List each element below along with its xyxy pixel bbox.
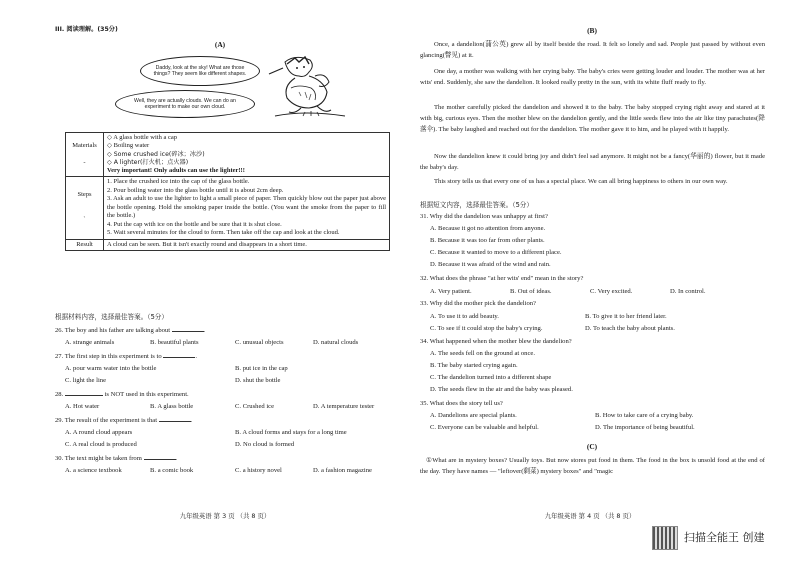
passage-c-label: (C) <box>586 442 598 451</box>
option[interactable]: B. A cloud forms and stays for a long time <box>235 429 347 436</box>
option[interactable]: D. shut the bottle <box>235 377 281 384</box>
option[interactable]: D. A temperature tester <box>313 403 375 410</box>
step-item: 4. Put the cap with ice on the bottle and be sure that it is shut close. <box>107 220 282 228</box>
materials-cell <box>104 133 390 177</box>
option[interactable]: A. A round cloud appears <box>65 429 133 436</box>
question-32: 32. What does the phrase "at her wits' end" mean in the story? <box>420 275 584 282</box>
option[interactable]: D. The importance of being beautiful. <box>595 424 695 431</box>
question-35: 35. What does the story tell us? <box>420 400 503 407</box>
result-label: Result <box>66 239 104 250</box>
steps-cell <box>104 177 390 239</box>
instruction-a: 根据材料内容，选择最佳答案。（5分） <box>55 313 168 321</box>
option[interactable]: C. light the line <box>65 377 107 384</box>
scanner-logo-icon <box>652 526 678 550</box>
passage-b-paragraph-4: Now the dandelion knew it could bring joy and didn't feel sad anymore. It might not be a fancy(华丽的) flower, but it made the baby's day. <box>420 153 765 171</box>
result-row <box>66 239 390 250</box>
passage-a-label: (A) <box>214 40 226 49</box>
passage-b-paragraph-5: This story tells us that every one of us has a special place. We can all bring happiness to others in our own way. <box>434 178 728 185</box>
option[interactable]: C. To see if it could stop the baby's crying. <box>430 325 543 332</box>
option[interactable]: B. Out of ideas. <box>510 288 552 295</box>
question-30: 30. The text might be taken from . <box>55 455 178 462</box>
question-34: 34. What happened when the mother blew the dandelion? <box>420 338 572 345</box>
option[interactable]: A. The seeds fell on the ground at once. <box>430 350 535 357</box>
option[interactable]: C. Because it wanted to move to a different place. <box>430 249 562 256</box>
left-page <box>55 0 390 561</box>
scanner-watermark <box>652 526 765 550</box>
option[interactable]: C. The dandelion turned into a different shape <box>430 374 552 381</box>
option[interactable]: A. Hot water <box>65 403 100 410</box>
option[interactable]: C. A real cloud is produced <box>65 441 137 448</box>
option[interactable]: A. Very patient. <box>430 288 472 295</box>
passage-b-paragraph-2: One day, a mother was walking with her crying baby. The baby's cries were getting louder and louder. The mother was at her wits' end. Suddenly, she saw the dandelion. It looked really pretty in the sun, with its white fluff ready to fly. <box>420 68 765 86</box>
option[interactable]: B. put ice in the cap <box>235 365 288 372</box>
question-27: 27. The first step in this experiment is to . <box>55 353 197 360</box>
option[interactable]: B. beautiful plants <box>150 339 199 346</box>
option[interactable]: A. Dandelions are special plants. <box>430 412 517 419</box>
option[interactable]: C. Everyone can be valuable and helpful. <box>430 424 539 431</box>
option[interactable]: A. strange animals <box>65 339 115 346</box>
materials-label: Materials - <box>66 133 104 177</box>
option[interactable]: D. Because it was afraid of the wind and rain. <box>430 261 551 268</box>
option[interactable]: A. Because it got no attention from anyone. <box>430 225 546 232</box>
option[interactable]: B. The baby started crying again. <box>430 362 518 369</box>
option[interactable]: C. a history novel <box>235 467 282 474</box>
option[interactable]: D. a fashion magazine <box>313 467 372 474</box>
option[interactable]: A. a science textbook <box>65 467 122 474</box>
father-son-drawing-icon <box>265 52 365 120</box>
steps-row <box>66 177 390 239</box>
watermark-text: 扫描全能王 创建 <box>684 530 765 544</box>
passage-b-paragraph-3: The mother carefully picked the dandelion and showed it to the baby. The baby stopped crying right away and stared at it with big, curious eyes. Then the mother blew on the dandelion gently, and the little seeds flew into the air like tiny parachutes(降落伞). The baby laughed and reached out for the dandelion. The mother gave it to him, and he played with it happily. <box>420 104 765 133</box>
page-footer-right: 九年级英语 第 4 页 （共 8 页） <box>544 512 636 520</box>
comic-illustration <box>115 52 375 120</box>
option[interactable]: A. pour warm water into the bottle <box>65 365 157 372</box>
step-item: 1. Place the crushed ice into the cap of the glass bottle. <box>107 178 250 186</box>
result-cell: A cloud can be seen. But it isn't exactly round and disappears in a short time. <box>104 239 390 250</box>
steps-label: Steps ` <box>66 177 104 239</box>
section-title: III. 阅读理解。(35分) <box>55 26 118 33</box>
question-28: 28. is NOT used in this experiment. <box>55 391 189 398</box>
step-item: 3. Ask an adult to use the lighter to light a small piece of paper. Then quickly blow out the paper just above the bottle opening. Hold the smoking paper inside the bottle. (You want the smoke from the paper to fill the bottle.) <box>107 195 386 220</box>
option[interactable]: C. Very excited. <box>590 288 633 295</box>
option[interactable]: D. The seeds flew in the air and the baby was pleased. <box>430 386 573 393</box>
right-page <box>420 0 765 561</box>
question-26: 26. The boy and his father are talking about . <box>55 327 206 334</box>
passage-c-paragraph-1: ①What are in mystery boxes? Usually toys. But now stores put food in them. The food in the box is unsold food at the end of the day. They have names — "leftover(剩菜) mystery boxes" and "magic <box>420 457 765 475</box>
question-33: 33. Why did the mother pick the dandelion? <box>420 300 536 307</box>
option[interactable]: C. unusual objects <box>235 339 284 346</box>
passage-b-label: (B) <box>587 26 597 35</box>
option[interactable]: D. In control. <box>670 288 706 295</box>
question-29: 29. The result of the experiment is that . <box>55 417 193 424</box>
option[interactable]: D. natural clouds <box>313 339 359 346</box>
option[interactable]: B. How to take care of a crying baby. <box>595 412 694 419</box>
material-item: ◇ A lighter(打火机；点火器) <box>107 158 189 166</box>
material-item: ◇ Boiling water <box>107 142 150 150</box>
experiment-table <box>65 132 390 251</box>
passage-b-paragraph-1: Once, a dandelion(蒲公英) grew all by itself beside the road. It felt so lonely and sad. People just passed by without even glancing(瞥见) at it. <box>420 41 765 59</box>
step-item: 5. Wait several minutes for the cloud to form. Then take off the cap and look at the cloud. <box>107 229 340 237</box>
step-item: 2. Pour boiling water into the glass bottle until it is about 2cm deep. <box>107 186 284 194</box>
page-footer-left: 九年级英语 第 3 页 （共 8 页） <box>179 512 271 520</box>
option[interactable]: B. a comic book <box>150 467 194 474</box>
option[interactable]: B. Because it was too far from other plants. <box>430 237 545 244</box>
instruction-b: 根据短文内容，选择最佳答案。（5分） <box>420 201 533 209</box>
material-warning: Very important! Only adults can use the lighter!!! <box>107 167 245 174</box>
materials-row <box>66 133 390 177</box>
option[interactable]: D. To teach the baby about plants. <box>585 325 675 332</box>
material-item: ◇ Some crushed ice(碎冰；冰沙) <box>107 150 205 158</box>
material-item: ◇ A glass bottle with a cap <box>107 134 177 141</box>
option[interactable]: B. A glass bottle <box>150 403 194 410</box>
option[interactable]: A. To use it to add beauty. <box>430 313 499 320</box>
option[interactable]: C. Crushed ice <box>235 403 275 410</box>
speech-bubble-boy: Daddy, look at the sky! What are those things? They seem like different shapes. <box>140 56 260 86</box>
option[interactable]: B. To give it to her friend later. <box>585 313 667 320</box>
question-31: 31. Why did the dandelion was unhappy at first? <box>420 213 548 220</box>
speech-bubble-father: Well, they are actually clouds. We can do an experiment to make our own cloud. <box>115 90 255 118</box>
option[interactable]: D. No cloud is formed <box>235 441 295 448</box>
